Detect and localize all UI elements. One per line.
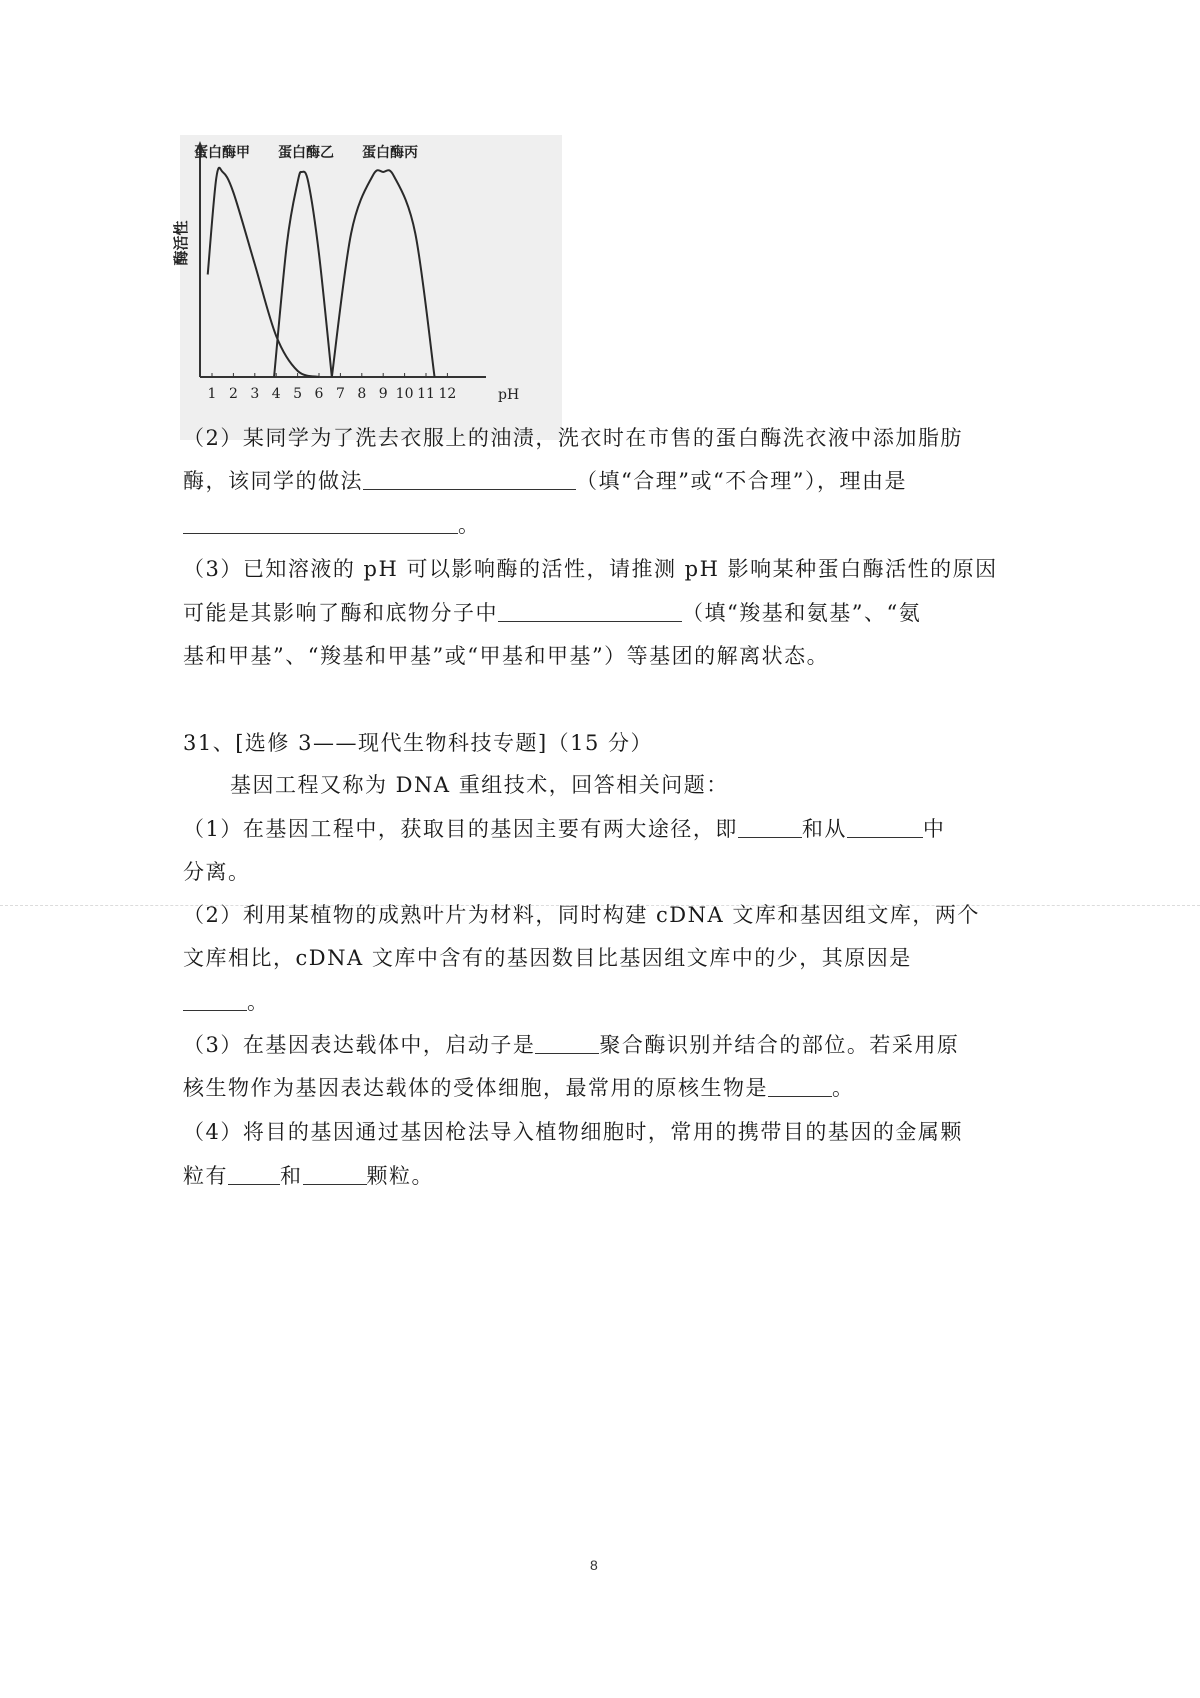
q2-line-3-b: 。 [458, 513, 481, 537]
sub4-blank-1[interactable] [228, 1164, 280, 1185]
q3-line-3: 基和甲基”、“羧基和甲基”或“甲基和甲基”）等基团的解离状态。 [183, 644, 830, 668]
q2-line-1: （2）某同学为了洗去衣服上的油渍，洗衣时在市售的蛋白酶洗衣液中添加脂肪 [183, 426, 963, 450]
y-axis-label: 酶活性 [172, 220, 190, 266]
series-label-2: 蛋白酶乙 [278, 145, 334, 161]
q2-line-2-a: 酶，该同学的做法 [183, 469, 363, 493]
sub1-c: 中 [922, 817, 946, 841]
sub2-line-1: （2）利用某植物的成熟叶片为材料，同时构建 cDNA 文库和基因组文库，两个 [183, 903, 980, 927]
series-curve-3 [332, 170, 435, 377]
sub1-a: （1）在基因工程中，获取目的基因主要有两大途径，即 [183, 817, 738, 841]
x-tick-label: 10 [395, 386, 414, 402]
x-tick-label: 5 [293, 386, 303, 402]
sub2-l3b: 。 [247, 990, 270, 1014]
x-tick-label: 1 [207, 386, 217, 402]
sub1-line-2: 分离。 [183, 860, 251, 884]
x-tick-label: 9 [378, 386, 388, 402]
x-tick-label: 8 [357, 386, 367, 402]
sub2-line-2: 文库相比，cDNA 文库中含有的基因数目比基因组文库中的少，其原因是 [183, 946, 912, 970]
sub3-l2b: 。 [832, 1076, 855, 1100]
q3-line-2-b: （填“羧基和氨基”、“氨 [682, 601, 922, 625]
q3-line-2-a: 可能是其影响了酶和底物分子中 [183, 601, 498, 625]
sub4-line-1: （4）将目的基因通过基因枪法导入植物细胞时，常用的携带目的基因的金属颗 [183, 1120, 963, 1144]
q3-line-2 [183, 598, 921, 628]
series-label-3: 蛋白酶丙 [362, 145, 418, 161]
q3-answer-blank[interactable] [498, 601, 682, 622]
q3-line-1: （3）已知溶液的 pH 可以影响酶的活性，请推测 pH 影响某种蛋白酶活性的原因 [183, 557, 998, 581]
x-tick-label: 12 [438, 386, 457, 402]
sub3-a: （3）在基因表达载体中，启动子是 [183, 1033, 536, 1057]
q2-line-2-b: （填“合理”或“不合理”），理由是 [576, 469, 907, 493]
sub2-line-3 [183, 987, 270, 1017]
x-tick-label: 11 [417, 386, 435, 402]
q31-intro: 基因工程又称为 DNA 重组技术，回答相关问题： [230, 773, 729, 797]
sub3-line-1 [183, 1030, 959, 1060]
page-number: 8 [590, 1557, 598, 1573]
sub4-c: 颗粒。 [366, 1164, 434, 1188]
sub2-blank[interactable] [183, 990, 247, 1011]
x-tick-label: 2 [228, 386, 238, 402]
sub3-blank-1[interactable] [535, 1033, 599, 1054]
sub1-blank-1[interactable] [738, 817, 802, 838]
sub3-l2a: 核生物作为基因表达载体的受体细胞，最常用的原核生物是 [183, 1076, 768, 1100]
sub1-blank-2[interactable] [847, 817, 923, 838]
q2-line-2 [183, 466, 907, 496]
sub3-blank-2[interactable] [768, 1076, 832, 1097]
q2-line-3 [183, 510, 481, 540]
x-axis-label: pH [498, 387, 520, 403]
sub4-line-2 [183, 1161, 434, 1191]
series-curve-2 [274, 172, 332, 377]
x-tick-label: 3 [250, 386, 260, 402]
series-label-1: 蛋白酶甲 [194, 145, 250, 161]
enzyme-activity-chart [172, 135, 562, 440]
sub1-line-1 [183, 814, 945, 844]
x-tick-label: 6 [314, 386, 324, 402]
q2-answer-blank-1[interactable] [363, 469, 576, 490]
series-curve-1 [208, 168, 319, 377]
enzyme-activity-figure [172, 135, 562, 440]
sub1-b: 和从 [801, 817, 847, 841]
x-tick-label: 7 [335, 386, 345, 402]
sub3-line-2 [183, 1073, 855, 1103]
q31-title: 31、[选修 3——现代生物科技专题]（15 分） [183, 731, 654, 755]
sub4-a: 粒有 [183, 1164, 228, 1188]
sub4-b: 和 [280, 1164, 303, 1188]
sub4-blank-2[interactable] [303, 1164, 367, 1185]
q2-answer-blank-2[interactable] [183, 513, 458, 534]
x-tick-label: 4 [271, 386, 281, 402]
sub3-b: 聚合酶识别并结合的部位。若采用原 [599, 1033, 960, 1057]
